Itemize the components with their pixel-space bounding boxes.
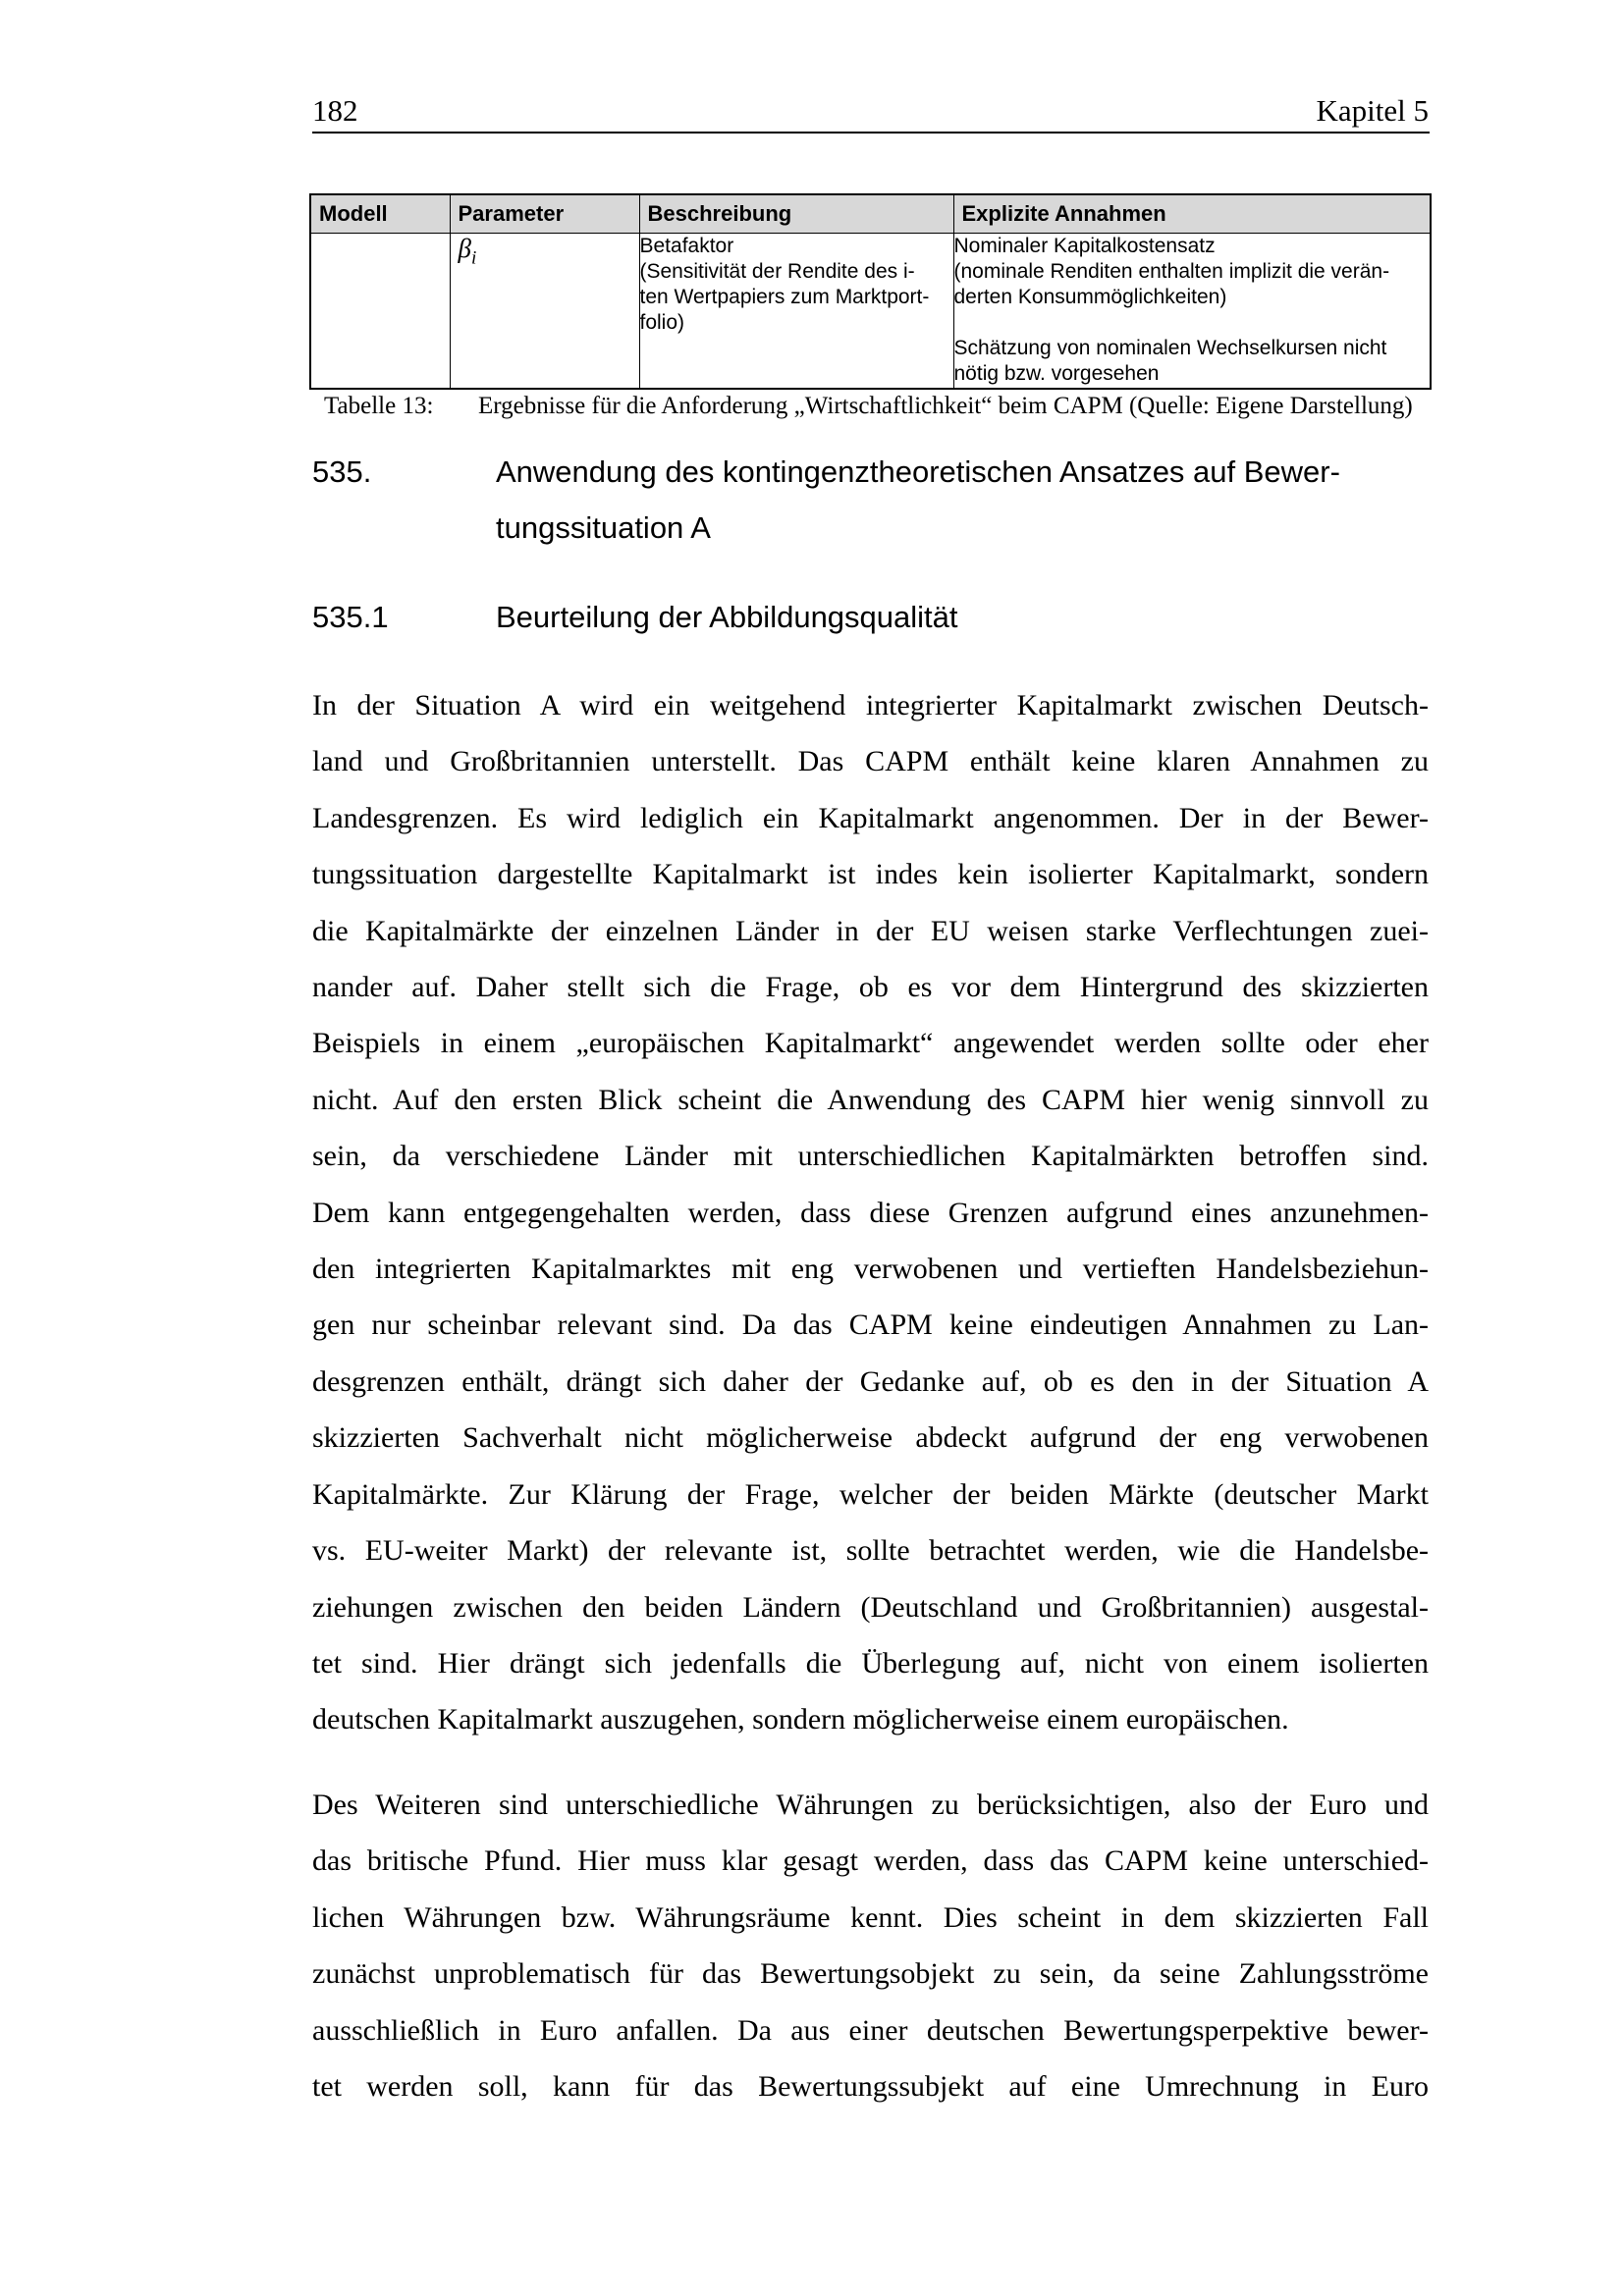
body-line: deutschen Kapitalmarkt auszugehen, sondern möglicherweise einem europäischen. (312, 1703, 1289, 1736)
body-line: vs. EU-weiter Markt) der relevante ist, sollte betrachtet werden, wie die Handelsbe- (312, 1534, 1429, 1568)
header-cell-modell: Modell (310, 194, 450, 234)
paragraph-2 (312, 1777, 1429, 2114)
beta-symbol: $\beta_i$ (458, 234, 477, 269)
header-cell-annahmen: Explizite Annahmen (953, 194, 1431, 234)
body-line: nicht. Auf den ersten Blick scheint die Anwendung des CAPM hier wenig sinnvoll zu (312, 1083, 1429, 1116)
body-line: zunächst unproblematisch für das Bewertungsobjekt zu sein, da seine Zahlungsströme (312, 1957, 1429, 1991)
annahmen-line: Nominaler Kapitalkostensatz (953, 235, 1216, 257)
page-number: 182 (312, 93, 358, 128)
beschreibung-line: folio) (639, 311, 685, 334)
paragraph-1 (312, 677, 1429, 1748)
cell-parameter (450, 234, 639, 389)
beschreibung-line: (Sensitivität der Rendite des i- (639, 260, 915, 283)
page-header (312, 94, 1429, 128)
body-line: Des Weiteren sind unterschiedliche Währungen zu berücksichtigen, also der Euro und (312, 1789, 1429, 1821)
body-line: Landesgrenzen. Es wird lediglich ein Kapitalmarkt angenommen. Der in der Bewer- (312, 801, 1429, 834)
header-cell-beschreibung: Beschreibung (639, 194, 953, 234)
header-cell-parameter: Parameter (450, 194, 639, 234)
body-line: lichen Währungen bzw. Währungsräume kennt. Dies scheint in dem skizzierten Fall (312, 1900, 1429, 1934)
body-line: gen nur scheinbar relevant sind. Da das CAPM keine eindeutigen Annahmen zu Lan- (312, 1308, 1429, 1342)
body-line: In der Situation A wird ein weitgehend integrierter Kapitalmarkt zwischen Deutsch- (312, 689, 1429, 721)
annahmen-line: nötig bzw. vorgesehen (953, 362, 1160, 385)
body-line: tet werden soll, kann für das Bewertungssubjekt auf eine Umrechnung in Euro (312, 2070, 1429, 2104)
body-line: sein, da verschiedene Länder mit unterschiedlichen Kapitalmärkten betroffen sind. (312, 1140, 1429, 1173)
header-rule (312, 132, 1430, 133)
body-line: ziehungen zwischen den beiden Ländern (Deutschland und Großbritannien) ausgestal- (312, 1590, 1429, 1624)
body-line: nander auf. Daher stellt sich die Frage, ob es vor dem Hintergrund des skizzierten (312, 971, 1429, 1004)
beschreibung-line: Betafaktor (639, 235, 734, 257)
body-line: land und Großbritannien unterstellt. Das CAPM enthält keine klaren Annahmen zu (312, 745, 1429, 778)
annahmen-line: (nominale Renditen enthalten implizit die verän- (953, 260, 1390, 283)
cell-beschreibung (639, 234, 953, 389)
body-line: das britische Pfund. Hier muss klar gesagt werden, dass das CAPM keine unterschied- (312, 1844, 1429, 1878)
body-line: desgrenzen enthält, drängt sich daher der Gedanke auf, ob es den in der Situation A (312, 1364, 1429, 1398)
body-line: den integrierten Kapitalmarktes mit eng verwobenen und vertieften Handelsbeziehun- (312, 1253, 1429, 1286)
table-body-row (310, 234, 1431, 389)
caption-label: Tabelle 13: (324, 393, 434, 419)
body-line: die Kapitalmärkte der einzelnen Länder in der EU weisen starke Verflechtungen zuei- (312, 914, 1429, 947)
caption-text: Ergebnisse für die Anforderung „Wirtschaftlichkeit“ beim CAPM (Quelle: Eigene Darstellung) (478, 393, 1413, 419)
annahmen-line: Schätzung von nominalen Wechselkursen nicht (953, 337, 1387, 359)
subsection-number: 535.1 (312, 600, 389, 634)
subsection-title: Beurteilung der Abbildungsqualität (496, 600, 958, 634)
section-heading (312, 444, 1451, 556)
section-title-line2: tungssituation A (496, 510, 711, 545)
body-line: ausschließlich in Euro anfallen. Da aus einer deutschen Bewertungsperpektive bewer- (312, 2013, 1429, 2047)
cell-annahmen (953, 234, 1431, 389)
table-caption (324, 392, 1443, 421)
body-line: Dem kann entgegengehalten werden, dass diese Grenzen aufgrund eines anzunehmen- (312, 1196, 1429, 1229)
annahmen-line: derten Konsummöglichkeiten) (953, 286, 1227, 308)
body-line: Kapitalmärkte. Zur Klärung der Frage, welcher der beiden Märkte (deutscher Markt (312, 1477, 1429, 1511)
body-line: tet sind. Hier drängt sich jedenfalls die Überlegung auf, nicht von einem isolierten (312, 1646, 1429, 1680)
section-title-line1: Anwendung des kontingenztheoretischen Ansatzes auf Bewer- (496, 454, 1340, 489)
body-line: Beispiels in einem „europäischen Kapitalmarkt“ angewendet werden sollte oder eher (312, 1027, 1429, 1060)
beschreibung-line: ten Wertpapiers zum Marktport- (639, 286, 930, 308)
body-line: tungssituation dargestellte Kapitalmarkt ist indes kein isolierter Kapitalmarkt, sondern (312, 858, 1429, 891)
cell-modell (310, 234, 450, 389)
subsection-heading (312, 589, 1451, 645)
chapter-label: Kapitel 5 (1316, 93, 1429, 128)
table-header-row (310, 194, 1431, 234)
body-line: skizzierten Sachverhalt nicht möglicherweise abdeckt aufgrund der eng verwobenen (312, 1421, 1429, 1455)
section-number: 535. (312, 454, 372, 489)
annahmen-line (954, 310, 1431, 336)
results-table (309, 193, 1432, 390)
